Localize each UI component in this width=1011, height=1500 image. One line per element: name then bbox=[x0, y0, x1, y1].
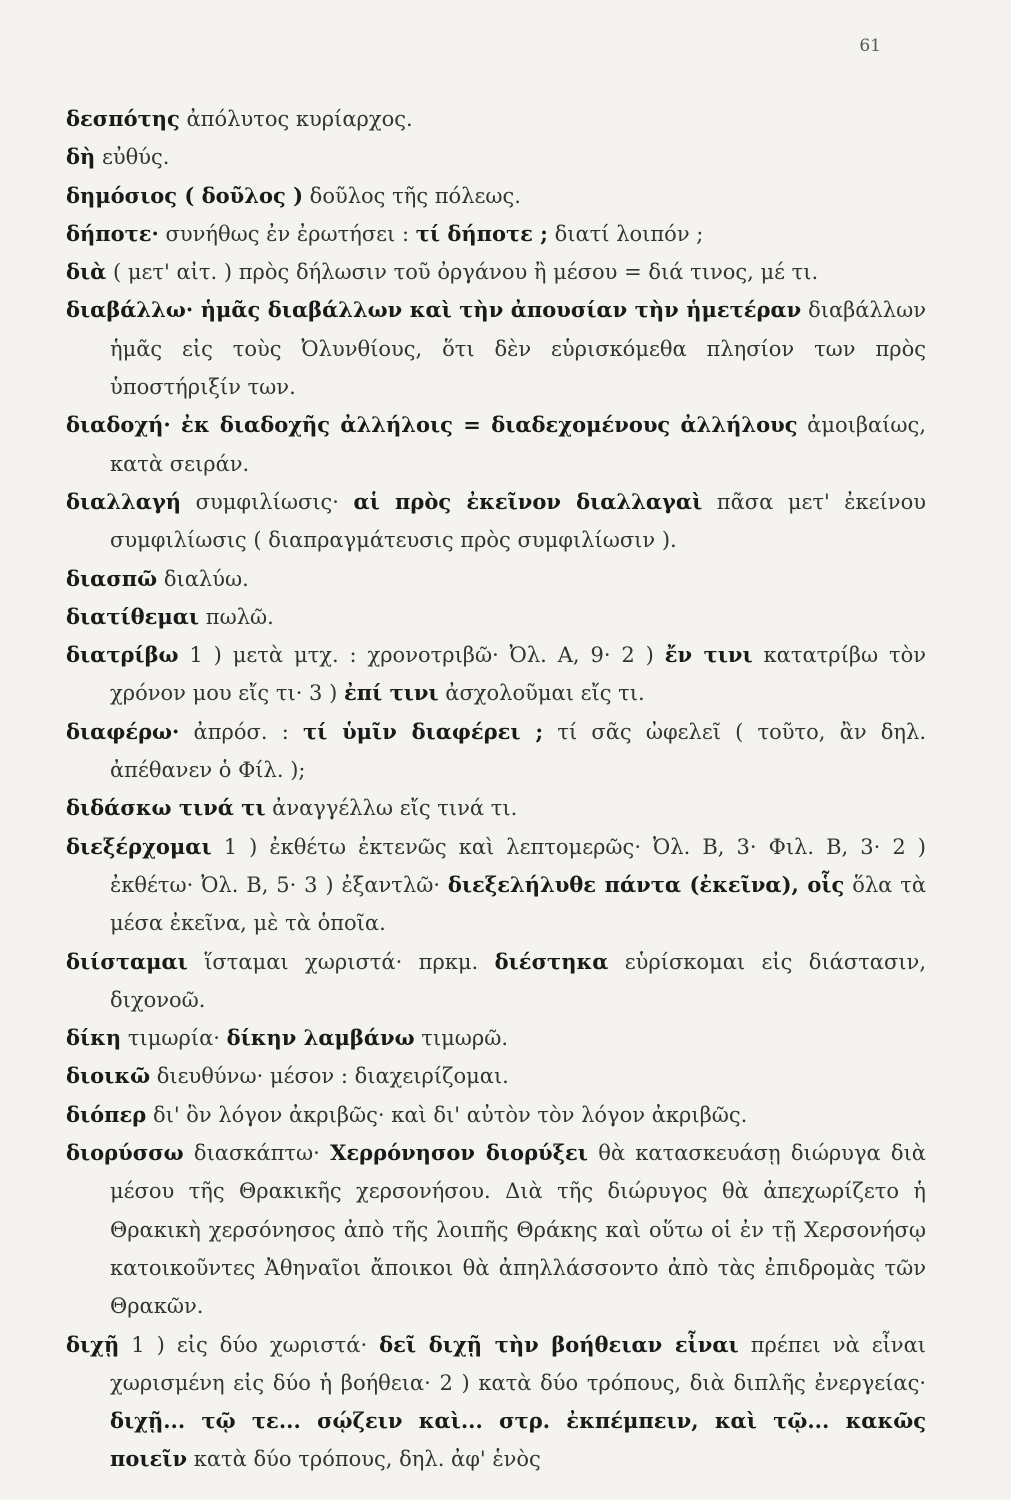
entry-headword: διαβάλλω· bbox=[66, 297, 194, 323]
dictionary-entry bbox=[66, 177, 926, 215]
dictionary-entry bbox=[66, 1057, 926, 1095]
entry-headword: διόπερ bbox=[66, 1101, 147, 1127]
entry-definition: ἀπόλυτος κυρίαρχος. bbox=[179, 107, 413, 131]
dictionary-entry bbox=[66, 253, 926, 291]
entry-phrase: τί δήποτε ; bbox=[415, 220, 548, 246]
entry-definition: τιμωρία· bbox=[121, 1026, 227, 1051]
entry-list bbox=[66, 100, 926, 1479]
dictionary-entry bbox=[66, 789, 926, 827]
entry-definition: τιμωρῶ. bbox=[414, 1026, 509, 1051]
entry-definition: εὑρίσκομαι εἰς διάστασιν, διχονοῶ. bbox=[110, 949, 927, 1012]
entry-headword: διαδοχή· bbox=[66, 412, 171, 438]
entry-headword: διοικῶ bbox=[66, 1063, 151, 1089]
dictionary-entry bbox=[66, 636, 926, 713]
entry-phrase: διέστηκα bbox=[494, 948, 609, 974]
entry-headword: διὰ bbox=[66, 259, 107, 285]
dictionary-entry bbox=[66, 100, 926, 138]
entry-phrase: διχῇ... τῷ τε... σῴζειν καὶ... στρ. ἐκπέμπειν, καὶ τῷ... κακῶς ποιεῖν bbox=[110, 1408, 926, 1472]
entry-definition: τί σᾶς ὠφελεῖ ( τοῦτο, ἂν δηλ. ἀπέθανεν ὁ Φίλ. ); bbox=[110, 719, 926, 783]
entry-headword: διδάσκω τινά τι bbox=[66, 795, 266, 821]
dictionary-entry bbox=[66, 291, 926, 406]
dictionary-entry bbox=[66, 215, 926, 253]
entry-definition: διατί λοιπόν ; bbox=[547, 221, 704, 246]
dictionary-entry bbox=[66, 483, 926, 560]
entry-phrase: ἐπί τινι bbox=[343, 680, 439, 706]
entry-phrase: ἐκ διαδοχῆς ἀλλήλοις = διαδεχομένους ἀλλήλους bbox=[170, 412, 798, 438]
dictionary-page bbox=[66, 100, 926, 1479]
entry-headword: διασπῶ bbox=[66, 565, 158, 591]
entry-headword: διίσταμαι bbox=[66, 948, 188, 974]
dictionary-entry bbox=[66, 943, 926, 1020]
dictionary-entry bbox=[66, 828, 926, 943]
entry-definition: ἀπρόσ. : bbox=[179, 719, 303, 744]
dictionary-entry bbox=[66, 1134, 926, 1325]
entry-headword: δὴ bbox=[66, 144, 96, 170]
entry-definition: διευθύνω· μέσον : διαχειρίζομαι. bbox=[150, 1064, 509, 1089]
entry-headword: διαλλαγή bbox=[66, 488, 182, 514]
entry-definition: θὰ κατασκευάσῃ διώρυγα διὰ μέσου τῆς Θρακικῆς χερσονήσου. Διὰ τῆς διώρυγος θὰ ἀπεχωρίζετο ἡ Θρακικὴ χερσόνησος ἀπὸ τῆς λοιπῆς Θράκης καὶ οὕτω οἱ ἐν τῇ Χερσονήσῳ κατοικοῦντες Ἀθηναῖοι ἄποικοι θὰ ἀπηλλάσσοντο ἀπὸ τὰς ἐπιδρομὰς τῶν Θρακῶν. bbox=[110, 1141, 926, 1319]
entry-headword: διχῇ bbox=[66, 1331, 120, 1357]
dictionary-entry bbox=[66, 560, 926, 598]
page-number: 61 bbox=[859, 36, 881, 56]
entry-definition: κατατρίβω τὸν χρόνον μου εἴς τι· 3 ) bbox=[110, 643, 926, 706]
entry-phrase: Χερρόνησον διορύξει bbox=[330, 1140, 588, 1166]
dictionary-entry bbox=[66, 406, 926, 483]
entry-definition: 1 ) μετὰ μτχ. : χρονοτριβῶ· Ὀλ. Α, 9· 2 ) bbox=[178, 643, 665, 668]
dictionary-entry bbox=[66, 598, 926, 636]
dictionary-entry bbox=[66, 138, 926, 176]
entry-headword: δήποτε· bbox=[66, 220, 159, 246]
entry-phrase: ἡμᾶς διαβάλλων καὶ τὴν ἀπουσίαν τὴν ἡμετέραν bbox=[193, 297, 802, 323]
entry-definition: κατὰ δύο τρόπους, δηλ. ἀφ' ἑνὸς bbox=[187, 1447, 541, 1472]
entry-headword: δημόσιος ( δοῦλος ) bbox=[66, 182, 303, 208]
entry-definition: ὅλα τὰ μέσα ἐκεῖνα, μὲ τὰ ὁποῖα. bbox=[110, 872, 926, 936]
dictionary-entry bbox=[66, 1326, 926, 1479]
entry-definition: δι' ὃν λόγον ἀκριβῶς· καὶ δι' αὐτὸν τὸν λόγον ἀκριβῶς. bbox=[146, 1102, 748, 1127]
entry-definition: 1 ) εἰς δύο χωριστά· bbox=[119, 1332, 380, 1357]
entry-definition: διαβάλλων ἡμᾶς εἰς τοὺς Ὀλυνθίους, ὅτι δὲν εὑρισκόμεθα πλησίον των πρὸς ὑποστήριξίν των. bbox=[110, 298, 926, 400]
entry-phrase: τί ὑμῖν διαφέρει ; bbox=[302, 718, 544, 744]
entry-definition: δοῦλος τῆς πόλεως. bbox=[303, 183, 521, 208]
entry-phrase: διεξελήλυθε πάντα (ἐκεῖνα), οἷς bbox=[447, 871, 845, 897]
entry-headword: διατίθεμαι bbox=[66, 603, 200, 629]
entry-definition: συνήθως ἐν ἐρωτήσει : bbox=[158, 221, 416, 246]
entry-definition: πωλῶ. bbox=[199, 604, 274, 629]
entry-headword: δεσπότης bbox=[66, 106, 180, 131]
entry-definition: πρέπει νὰ εἶναι χωρισμένη εἰς δύο ἡ βοήθεια· 2 ) κατὰ δύο τρόπους, διὰ διπλῆς ἐνεργείας· bbox=[110, 1332, 926, 1395]
entry-headword: δίκη bbox=[66, 1025, 122, 1051]
entry-headword: διορύσσω bbox=[66, 1140, 184, 1166]
entry-definition: ἀμοιβαίως, κατὰ σειράν. bbox=[110, 413, 926, 476]
entry-definition: εὐθύς. bbox=[95, 145, 170, 170]
entry-headword: διαφέρω· bbox=[66, 718, 180, 744]
entry-definition: 1 ) ἐκθέτω ἐκτενῶς καὶ λεπτομερῶς· Ὀλ. Β, 3· Φιλ. Β, 3· 2 ) ἐκθέτω· Ὀλ. Β, 5· 3 ) ἐξαντλῶ· bbox=[110, 834, 926, 897]
entry-headword: διεξέρχομαι bbox=[66, 833, 212, 859]
entry-phrase: αἱ πρὸς ἐκεῖνον διαλλαγαὶ bbox=[353, 488, 703, 514]
entry-definition: ἵσταμαι χωριστά· πρκμ. bbox=[187, 949, 495, 974]
entry-definition: διαλύω. bbox=[157, 566, 249, 591]
entry-phrase: ἔν τινι bbox=[664, 642, 753, 668]
entry-definition: ἀσχολοῦμαι εἴς τι. bbox=[438, 681, 645, 706]
entry-phrase: δεῖ διχῇ τὴν βοήθειαν εἶναι bbox=[379, 1331, 739, 1357]
entry-phrase: δίκην λαμβάνω bbox=[226, 1025, 415, 1051]
entry-definition: πᾶσα μετ' ἐκείνου συμφιλίωσις ( διαπραγμάτευσις πρὸς συμφιλίωσιν ). bbox=[110, 489, 926, 553]
dictionary-entry bbox=[66, 713, 926, 790]
entry-definition: διασκάπτω· bbox=[183, 1141, 331, 1166]
dictionary-entry bbox=[66, 1096, 926, 1134]
entry-definition: συμφιλίωσις· bbox=[181, 489, 354, 514]
entry-definition: ( μετ' αἰτ. ) πρὸς δήλωσιν τοῦ ὀργάνου ἢ μέσου = διά τινος, μέ τι. bbox=[106, 260, 819, 285]
entry-definition: ἀναγγέλλω εἴς τινά τι. bbox=[265, 796, 518, 821]
entry-headword: διατρίβω bbox=[66, 642, 179, 668]
dictionary-entry bbox=[66, 1019, 926, 1057]
